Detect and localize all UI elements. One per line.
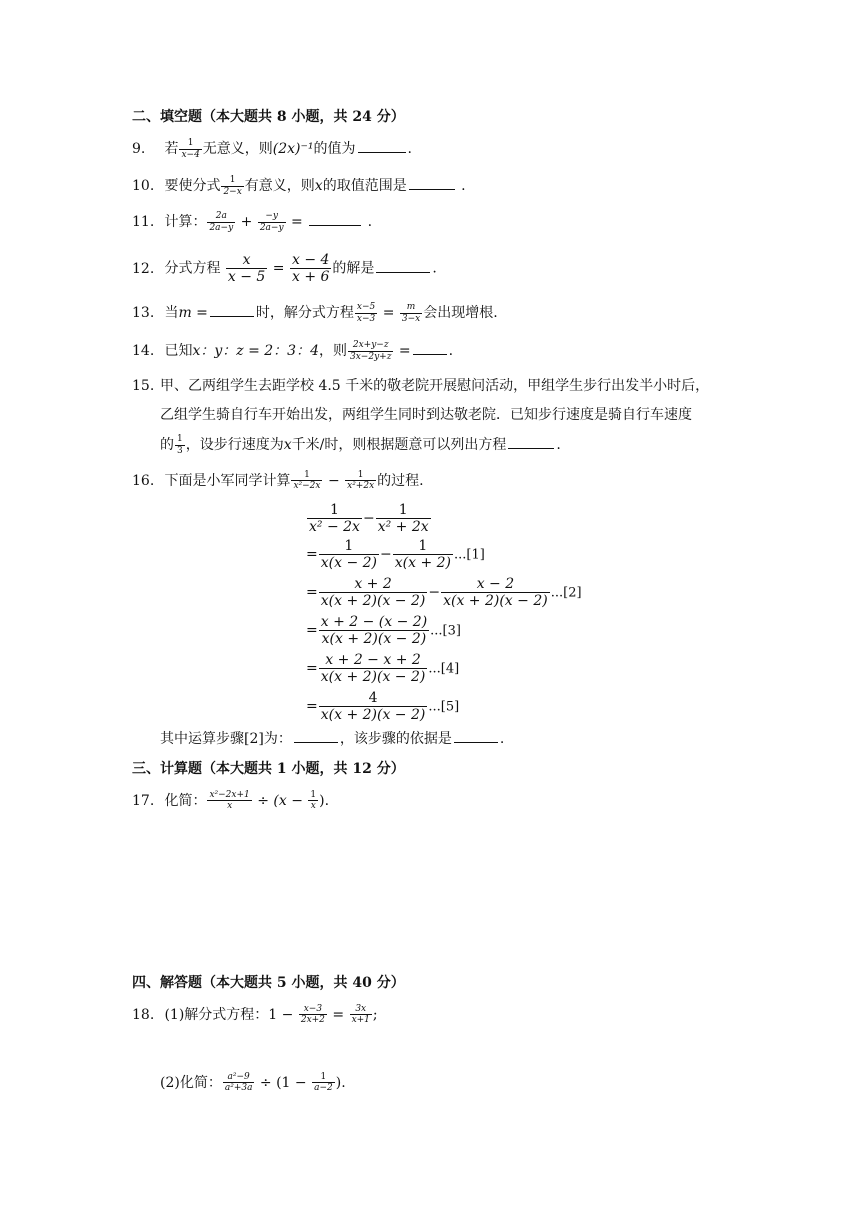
fraction: $\frac{1}{2-x}$ xyxy=(223,175,242,197)
fraction: $\frac{1}{\text{x² − 2x}}$ xyxy=(309,502,360,536)
text: 的值为 xyxy=(313,141,356,157)
question-number: 11. xyxy=(132,214,155,230)
fraction: $\frac{2a}{2a-y}$ xyxy=(209,211,234,233)
section-calc-heading: 三、计算题（本大题共 1 小题，共 12 分） xyxy=(132,761,405,777)
question-13: 13. 当m = 时，解分式方程 $\frac{x-5}{x-3}$ = $\frac{m}{3-x}$ 会出现增根. xyxy=(132,302,498,324)
derivation-step-3: = $\frac{x + 2 - (x - 2)}{x(x + 2)(x - 2)}$ ...[3] xyxy=(306,614,461,648)
answer-blank[interactable] xyxy=(309,211,361,226)
text: 当 xyxy=(164,305,179,321)
fraction: $\frac{1}{\text{x²−2x}}$ xyxy=(293,470,321,492)
text: 化简： xyxy=(164,792,207,809)
question-number: 18. xyxy=(132,1006,155,1023)
fraction: $\frac{1}{x(x - 2)}$ xyxy=(320,538,377,572)
fraction: $\frac{2x+y-z}{3x-2y+z}$ xyxy=(350,340,392,362)
text: 会出现增根. xyxy=(423,305,498,321)
fraction: $\frac{x + 2 - x + 2}{x(x + 2)(x - 2)}$ xyxy=(320,652,426,686)
math-var: x xyxy=(314,178,323,194)
text: 的取值范围是 xyxy=(322,178,407,194)
question-15-line-2: 乙组学生骑自行车开始出发，两组学生同时到达敬老院．已知步行速度是骑自行车速度 xyxy=(160,407,692,423)
question-18-part-2: (2)化简： $\frac{\text{a²−9}}{\text{a²+3a}}$ ÷ (1 − $\frac{1}{a-2}$ ). xyxy=(160,1072,346,1094)
answer-blank[interactable] xyxy=(508,434,554,449)
section-fill-heading: 二、填空题（本大题共 8 小题，共 24 分） xyxy=(132,109,405,125)
fraction: $\frac{-y}{2a-y}$ xyxy=(259,211,284,233)
answer-blank[interactable] xyxy=(294,728,338,743)
text: 的过程. xyxy=(377,472,424,489)
fraction: $\frac{1}{x}$ xyxy=(310,790,317,812)
question-18: 18. (1)解分式方程：1 − $\frac{x-3}{2x+2}$ = $\frac{3x}{x+1}$ ; xyxy=(132,1004,378,1026)
answer-blank[interactable] xyxy=(413,340,447,355)
fraction: $\frac{1}{\text{x²+2x}}$ xyxy=(347,470,375,492)
answer-blank[interactable] xyxy=(409,175,455,190)
question-number: 9. xyxy=(132,141,146,157)
section-answer-heading: 四、解答题（本大题共 5 小题，共 40 分） xyxy=(132,975,405,991)
text: 计算： xyxy=(164,214,207,230)
question-number: 12. xyxy=(132,260,155,277)
question-11: 11. 计算： $\frac{2a}{2a-y}$ + $\frac{-y}{2a-y}$ = . xyxy=(132,211,373,233)
text: ，则 xyxy=(319,343,347,359)
fraction: $\frac{\text{a²−9}}{\text{a²+3a}}$ xyxy=(224,1072,253,1094)
fraction: $\frac{3x}{x+1}$ xyxy=(351,1004,370,1026)
answer-blank[interactable] xyxy=(210,302,254,317)
answer-blank[interactable] xyxy=(376,258,430,273)
answer-blank[interactable] xyxy=(454,728,498,743)
question-9: 9. 若 $\frac{1}{x-4}$ 无意义，则(2x)⁻¹的值为 . xyxy=(132,138,412,160)
fraction: $\frac{\text{x²−2x+1}}{x}$ xyxy=(209,790,250,812)
text: 若 xyxy=(164,141,179,157)
math-expr: (2x)⁻¹ xyxy=(272,141,314,157)
question-12: 12. 分式方程 $\frac{x}{x - 5}$ = $\frac{x - 4}{x + 6}$ 的解是 . xyxy=(132,252,437,286)
question-number: 10. xyxy=(132,178,155,194)
fraction: $\frac{x-5}{x-3}$ xyxy=(356,302,376,324)
fraction: $\frac{x + 2 - (x - 2)}{x(x + 2)(x - 2)}$ xyxy=(320,614,428,648)
question-number: 16. xyxy=(132,472,155,489)
question-16-tail: 其中运算步骤[2]为： ，该步骤的依据是 . xyxy=(160,728,504,749)
fraction: $\frac{1}{a-2}$ xyxy=(314,1072,333,1094)
fraction: $\frac{x}{x - 5}$ xyxy=(227,252,266,286)
question-10: 10. 要使分式 $\frac{1}{2-x}$ 有意义，则x的取值范围是 . xyxy=(132,175,466,197)
fraction: $\frac{x - 2}{x(x + 2)(x - 2)}$ xyxy=(443,576,548,610)
answer-blank[interactable] xyxy=(358,138,406,153)
text: (1)解分式方程： xyxy=(164,1006,269,1023)
text: 分式方程 xyxy=(164,260,221,277)
text: 要使分式 xyxy=(164,178,221,194)
text: 时，解分式方程 xyxy=(255,305,354,321)
text: 的解是 xyxy=(332,260,375,277)
fraction: $\frac{x + 2}{x(x + 2)(x - 2)}$ xyxy=(320,576,426,610)
fraction: $\frac{1}{\text{x² + 2x}}$ xyxy=(377,502,429,536)
text: 已知 xyxy=(164,343,193,359)
fraction: $\frac{4}{x(x + 2)(x - 2)}$ xyxy=(320,690,426,724)
question-15-line-3: 的 $\frac{1}{3}$ ，设步行速度为x千米/时，则根据题意可以列出方程 . xyxy=(160,434,561,456)
question-number: 13. xyxy=(132,305,155,321)
text: 有意义，则 xyxy=(244,178,315,194)
derivation-step-5: = $\frac{4}{x(x + 2)(x - 2)}$ ...[5] xyxy=(306,690,460,724)
fraction: $\frac{1}{3}$ xyxy=(177,434,183,456)
question-16: 16. 下面是小军同学计算 $\frac{1}{\text{x²−2x}}$ − $\frac{1}{\text{x²+2x}}$ 的过程. xyxy=(132,470,424,492)
question-15 xyxy=(132,376,709,396)
fraction: $\frac{1}{x-4}$ xyxy=(181,138,200,160)
fraction: $\frac{x - 4}{x + 6}$ xyxy=(291,252,330,286)
fraction: $\frac{1}{x(x + 2)}$ xyxy=(394,538,451,572)
fraction: $\frac{x-3}{2x+2}$ xyxy=(300,1004,325,1026)
math-expr: x：y：z = 2：3：4 xyxy=(192,343,319,359)
text: 无意义，则 xyxy=(202,141,273,157)
derivation-step-2: = $\frac{x + 2}{x(x + 2)(x - 2)}$ − $\frac{x - 2}{x(x + 2)(x - 2)}$ ...[2] xyxy=(306,576,582,610)
question-17: 17. 化简： $\frac{\text{x²−2x+1}}{x}$ ÷ (x − $\frac{1}{x}$ ). xyxy=(132,790,330,812)
question-number: 15. xyxy=(132,378,155,394)
derivation-step-1: = $\frac{1}{x(x - 2)}$ − $\frac{1}{x(x + 2)}$ ...[1] xyxy=(306,538,485,572)
text: 甲、乙两组学生去距学校 4.5 千米的敬老院开展慰问活动，甲组学生步行出发半小时后， xyxy=(160,378,710,394)
fraction: $\frac{m}{3-x}$ xyxy=(401,302,421,324)
derivation-step-4: = $\frac{x + 2 - x + 2}{x(x + 2)(x - 2)}$ ...[4] xyxy=(306,652,460,686)
question-number: 14. xyxy=(132,343,155,359)
text: 下面是小军同学计算 xyxy=(164,472,291,489)
question-number: 17. xyxy=(132,792,155,809)
derivation-step-0: $\frac{1}{\text{x² − 2x}}$ − $\frac{1}{\text{x² + 2x}}$ xyxy=(309,502,429,536)
question-14: 14. 已知x：y：z = 2：3：4，则 $\frac{2x+y-z}{3x-2y+z}$ = . xyxy=(132,340,454,362)
